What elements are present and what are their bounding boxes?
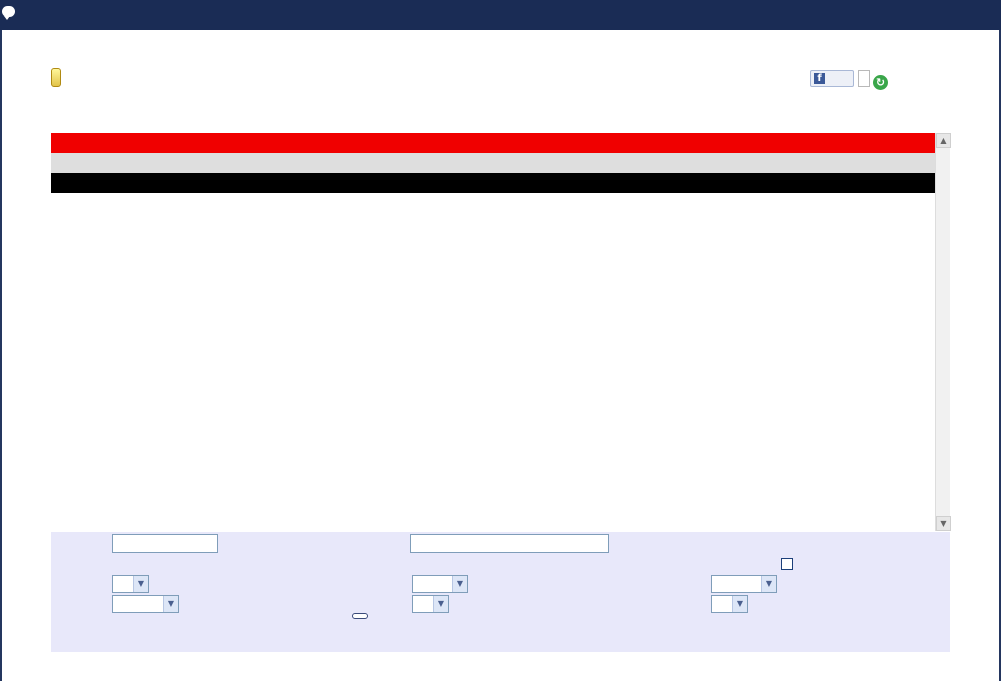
font-color-select[interactable] <box>412 595 449 613</box>
refresh-button[interactable] <box>873 70 890 90</box>
like-count <box>858 70 870 87</box>
chevron-down-icon: ▼ <box>433 596 448 612</box>
bg-color-select[interactable] <box>711 595 748 613</box>
chevron-down-icon: ▼ <box>163 596 178 612</box>
facebook-icon: f <box>814 73 825 84</box>
font-color-swatch <box>352 613 368 619</box>
table-header <box>51 153 935 173</box>
content-input[interactable] <box>410 534 609 553</box>
level-select[interactable] <box>112 575 149 593</box>
mode-select[interactable] <box>412 575 468 593</box>
scroll-down-arrow-icon[interactable]: ▼ <box>936 516 951 531</box>
tig-announcement-row <box>51 173 935 193</box>
scroll-up-arrow-icon[interactable]: ▲ <box>936 133 951 148</box>
footer <box>51 634 950 652</box>
chevron-down-icon: ▼ <box>452 576 467 592</box>
version-select[interactable] <box>711 575 777 593</box>
chevron-down-icon: ▼ <box>761 576 776 592</box>
auto-checkbox[interactable] <box>781 558 793 570</box>
refresh-icon: ↻ <box>873 75 888 90</box>
breadcrumb <box>25 0 50 26</box>
announcement-row <box>51 133 935 153</box>
facebook-like-button[interactable] <box>810 70 854 87</box>
title-bar <box>0 0 1001 30</box>
ip-input[interactable] <box>112 534 218 553</box>
map-select[interactable] <box>112 595 179 613</box>
chevron-down-icon: ▼ <box>133 576 148 592</box>
scrollbar[interactable] <box>935 133 950 531</box>
chevron-down-icon: ▼ <box>732 596 747 612</box>
post-form <box>51 532 950 650</box>
game-type-logo <box>51 68 61 87</box>
chat-bubble-icon <box>2 6 15 17</box>
